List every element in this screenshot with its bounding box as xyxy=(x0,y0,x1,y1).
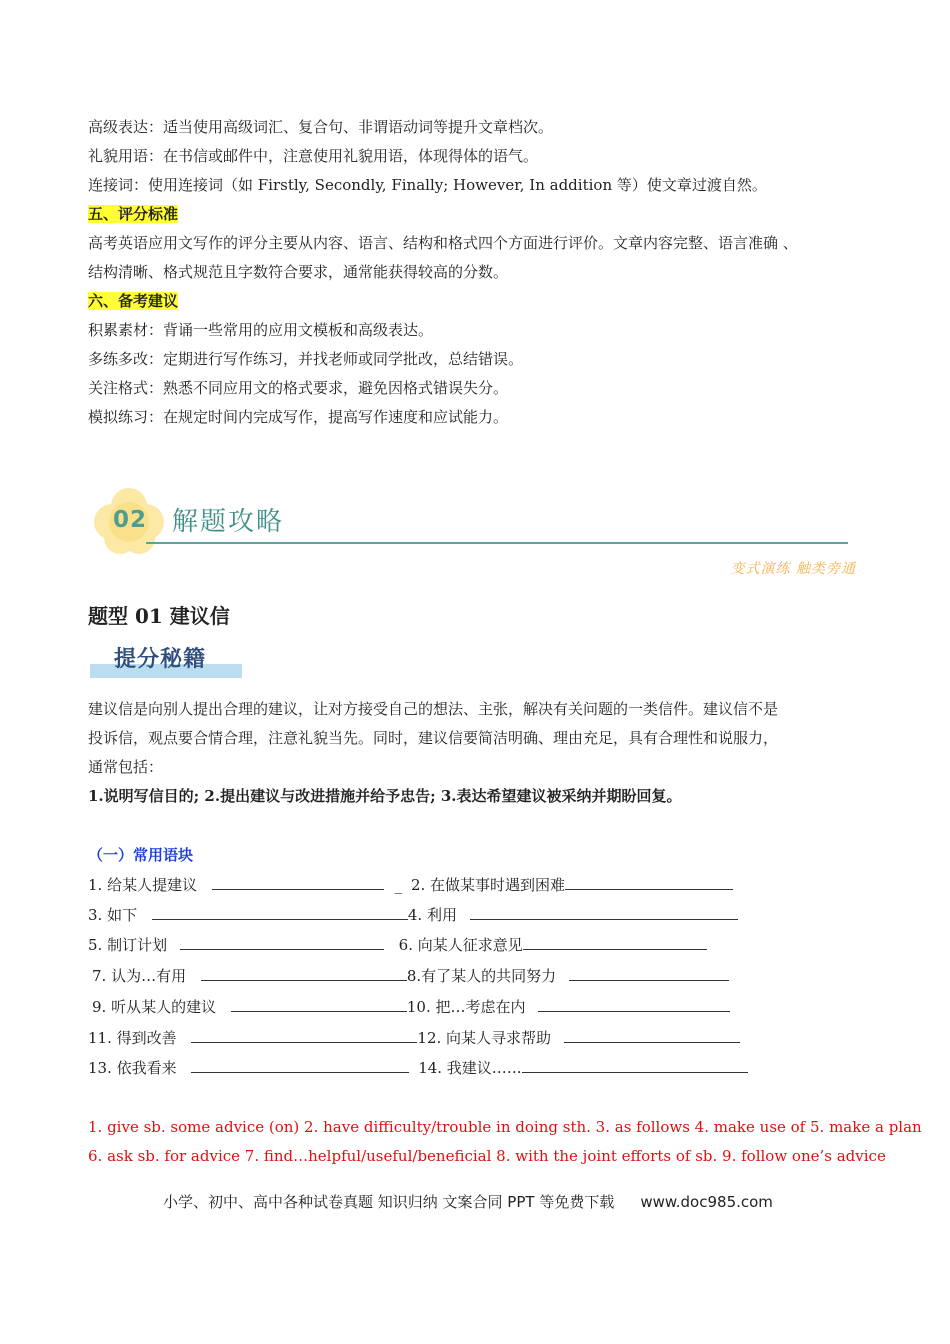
phrase-heading: （一）常用语块 xyxy=(88,846,194,864)
phrase-item: 1. 给某人提建议 xyxy=(88,876,198,894)
phrase-item: 5. 制订计划 xyxy=(88,936,168,954)
answers-line-1: 1. give sb. some advice (on) 2. have difficulty/trouble in doing sth. 3. as follows 4. make use of 5. make a plan xyxy=(88,1118,922,1136)
section6-item-2: 多练多改：定期进行写作练习，并找老师或同学批改，总结错误。 xyxy=(88,350,524,368)
tip-advanced-expression: 高级表达：适当使用高级词汇、复合句、非谓语动词等提升文章档次。 xyxy=(88,118,554,136)
tifen-label xyxy=(90,640,242,684)
section6-heading: 六、备考建议 xyxy=(88,292,179,310)
structure-line: 1.说明写信目的; 2.提出建议与改进措施并给予忠告; 3.表达希望建议被采纳并期盼回复。 xyxy=(88,787,682,805)
intro-line-3: 通常包括： xyxy=(88,758,164,776)
footer-text: 小学、初中、高中各种试卷真题 知识归纳 文案合同 PPT 等免费下载 xyxy=(163,1193,615,1211)
phrase-item: 2. 在做某事时遇到困难 xyxy=(410,876,566,894)
phrase-row-2 xyxy=(88,904,738,925)
tip-connectives: 连接词：使用连接词（如 Firstly, Secondly, Finally; However, In addition 等）使文章过渡自然。 xyxy=(88,176,767,194)
intro-line-1: 建议信是向别人提出合理的建议，让对方接受自己的想法、主张，解决有关问题的一类信件。建议信不是 xyxy=(88,700,779,718)
answer-blank[interactable] xyxy=(569,965,729,981)
section6-item-3: 关注格式：熟悉不同应用文的格式要求，避免因格式错误失分。 xyxy=(88,379,509,397)
tip-polite-language: 礼貌用语：在书信或邮件中，注意使用礼貌用语，体现得体的语气。 xyxy=(88,147,539,165)
phrase-item: 12. 向某人寻求帮助 xyxy=(417,1029,552,1047)
phrase-item: 3. 如下 xyxy=(88,906,138,924)
phrase-row-4 xyxy=(92,965,729,986)
section6-item-4: 模拟练习：在规定时间内完成写作，提高写作速度和应试能力。 xyxy=(88,408,509,426)
answer-blank[interactable] xyxy=(538,996,730,1012)
phrase-item: 10. 把…考虑在内 xyxy=(406,998,526,1016)
footer-url[interactable]: www.doc985.com xyxy=(640,1193,773,1211)
page-footer xyxy=(163,1191,773,1212)
answer-blank[interactable] xyxy=(212,874,384,890)
phrase-item: 4. 利用 xyxy=(407,906,457,924)
section-banner xyxy=(88,484,858,584)
question-type-title: 题型 01 建议信 xyxy=(88,604,230,628)
phrase-item: 7. 认为…有用 xyxy=(92,967,187,985)
phrase-item: 13. 依我看来 xyxy=(88,1059,177,1077)
answer-blank[interactable] xyxy=(231,996,407,1012)
tifen-text: 提分秘籍 xyxy=(114,647,207,672)
section5-line-2: 结构清晰、格式规范且字数符合要求，通常能获得较高的分数。 xyxy=(88,263,509,281)
answer-blank[interactable] xyxy=(564,1027,740,1043)
phrase-row-5 xyxy=(92,996,730,1017)
banner-number: 02 xyxy=(113,507,148,533)
banner-title: 解题攻略 xyxy=(172,507,285,537)
banner-subtitle: 变式演练 触类旁通 xyxy=(730,561,856,577)
phrase-item: 8.有了某人的共同努力 xyxy=(406,967,557,985)
phrase-row-1 xyxy=(88,874,733,895)
answer-blank[interactable] xyxy=(152,904,408,920)
section5-line-1: 高考英语应用文写作的评分主要从内容、语言、结构和格式四个方面进行评价。文章内容完整、语言准确 、 xyxy=(88,234,798,252)
phrase-row-3 xyxy=(88,934,707,955)
answer-blank[interactable] xyxy=(180,934,384,950)
intro-line-2: 投诉信，观点要合情合理，注意礼貌当先。同时，建议信要简洁明确、理由充足，具有合理性和说服力， xyxy=(88,729,779,747)
answer-blank[interactable] xyxy=(191,1027,417,1043)
answer-blank[interactable] xyxy=(565,874,733,890)
banner-divider xyxy=(146,542,848,544)
phrase-item: 14. 我建议…… xyxy=(418,1059,522,1077)
section5-heading: 五、评分标准 xyxy=(88,205,179,223)
phrase-item: 6. 向某人征求意见 xyxy=(398,936,523,954)
answer-blank[interactable] xyxy=(522,1057,748,1073)
answers-line-2: 6. ask sb. for advice 7. find…helpful/useful/beneficial 8. with the joint efforts of sb. 9. follow one’s advice xyxy=(88,1147,886,1165)
answer-blank[interactable] xyxy=(470,904,738,920)
blank-separator: _ xyxy=(394,876,403,894)
answer-blank[interactable] xyxy=(191,1057,409,1073)
phrase-item: 9. 听从某人的建议 xyxy=(92,998,217,1016)
section6-item-1: 积累素材：背诵一些常用的应用文模板和高级表达。 xyxy=(88,321,434,339)
phrase-row-7 xyxy=(88,1057,748,1078)
answer-blank[interactable] xyxy=(201,965,407,981)
phrase-row-6 xyxy=(88,1027,740,1048)
phrase-item: 11. 得到改善 xyxy=(88,1029,177,1047)
answer-blank[interactable] xyxy=(523,934,707,950)
